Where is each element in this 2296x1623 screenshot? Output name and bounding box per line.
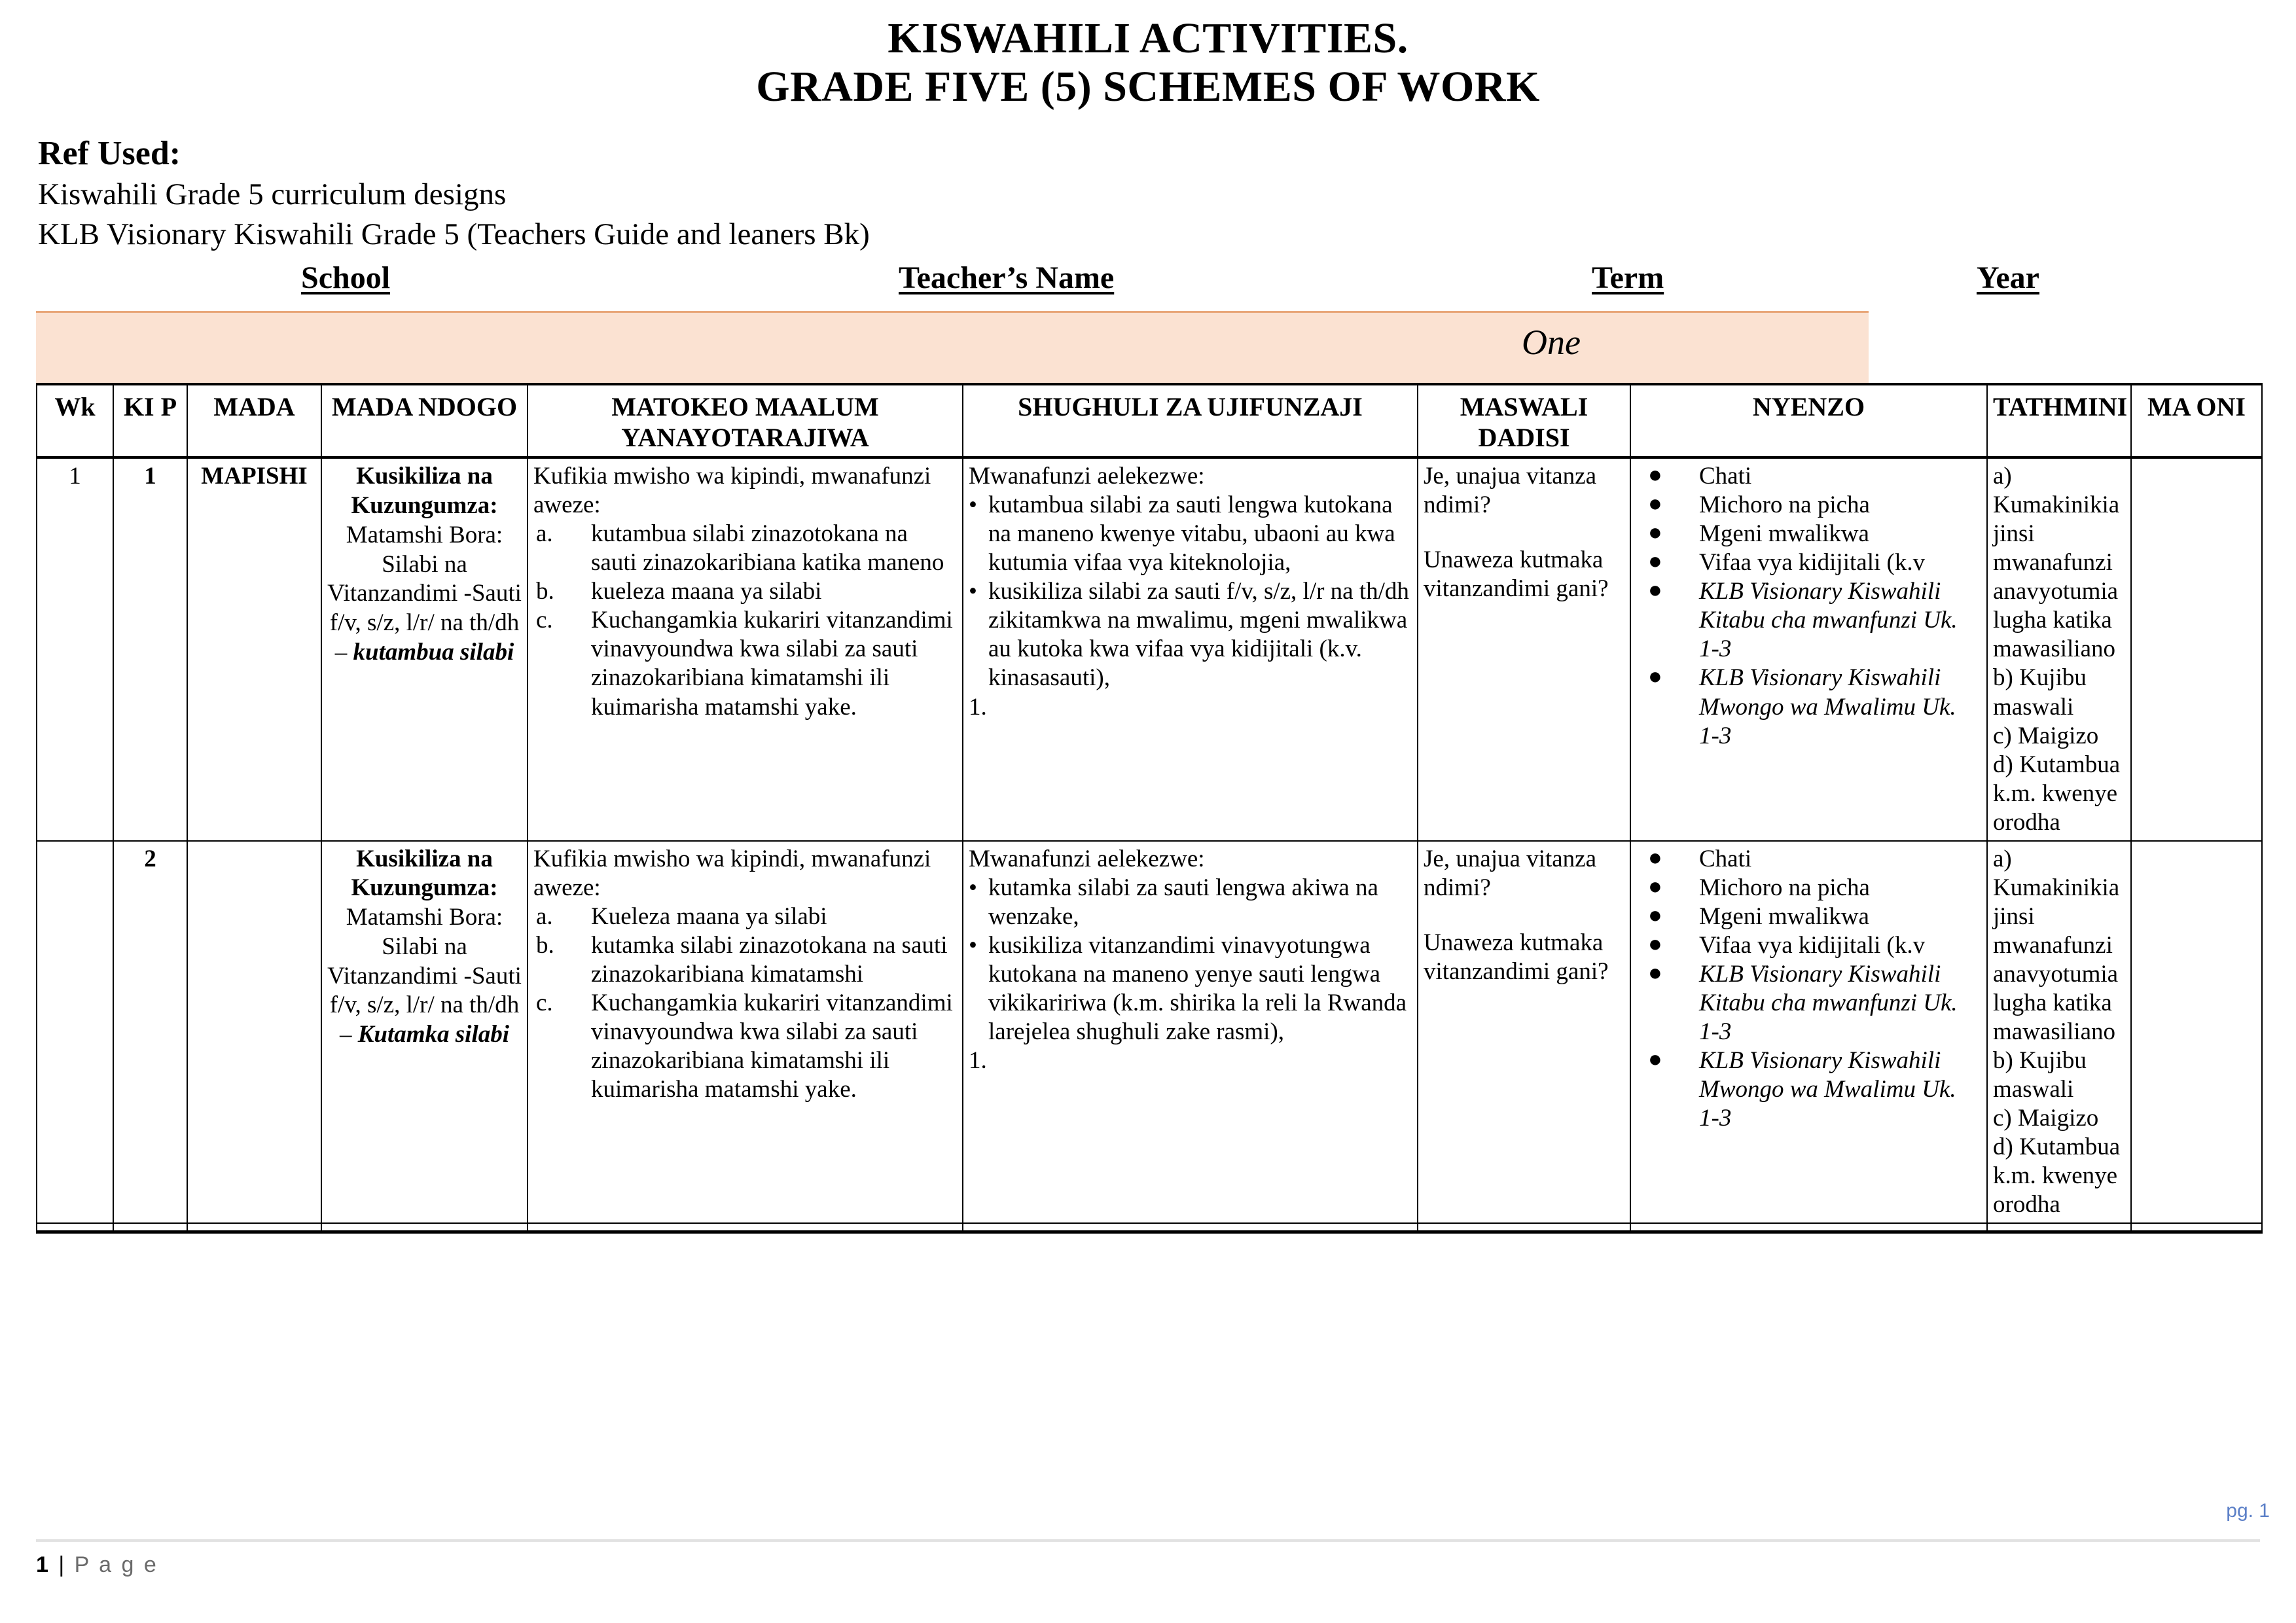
list-item: [1636, 931, 1981, 960]
bullet-icon: ●: [1648, 872, 1662, 899]
term-label: Term: [1592, 260, 1664, 295]
list-marker: b.: [536, 578, 554, 605]
list-item: [969, 491, 1412, 577]
bullet-icon: ●: [1648, 901, 1662, 928]
list-item: [533, 520, 957, 577]
cell-matokeo[interactable]: [528, 1223, 963, 1232]
cell-matokeo[interactable]: [528, 457, 963, 840]
schemes-of-work-table: [36, 383, 2263, 1234]
list-item: [533, 902, 957, 931]
cell-nyenzo[interactable]: [1630, 841, 1987, 1223]
matokeo-lead: Kufikia mwisho wa kipindi, mwanafunzi aweze:: [533, 463, 931, 519]
list-text: Michoro na picha: [1699, 874, 1870, 901]
list-text: Mgeni mwalikwa: [1699, 520, 1869, 548]
bullet-icon: ●: [1648, 1045, 1662, 1072]
col-header-maswali: MASWALI DADISI: [1418, 384, 1630, 457]
list-item: [1636, 491, 1981, 520]
nyenzo-list: [1636, 462, 1981, 750]
ref-line-1: Kiswahili Grade 5 curriculum designs: [38, 177, 507, 211]
cell-mada-ndogo[interactable]: [321, 457, 528, 840]
bullet-icon: ●: [1648, 663, 1662, 690]
cell-mada[interactable]: [187, 841, 321, 1223]
cell-nyenzo[interactable]: [1630, 457, 1987, 840]
bullet-icon: ●: [1648, 959, 1662, 986]
maswali-question: Unaweza kutmaka vitanzandimi gani?: [1424, 546, 1609, 603]
list-item: [1636, 902, 1981, 931]
matokeo-list: [533, 520, 957, 721]
cell-wk[interactable]: 1: [37, 457, 113, 840]
list-item: [1636, 664, 1981, 750]
shughuli-list: [969, 491, 1412, 692]
col-header-matokeo: MATOKEO MAALUM YANAYOTARAJIWA: [528, 384, 963, 457]
document-title: [0, 0, 2296, 111]
table-row: [37, 457, 2262, 840]
list-item: [969, 874, 1412, 931]
cell-kip[interactable]: [113, 1223, 187, 1232]
school-label: School: [301, 260, 391, 295]
footer-page-word: P a g e: [74, 1552, 158, 1577]
col-header-maoni: MA ONI: [2131, 384, 2262, 457]
list-marker: a.: [536, 902, 553, 930]
list-text: Vifaa vya kidijitali (k.v: [1699, 931, 1926, 959]
tathmini-item: c) Maigizo: [1993, 1104, 2099, 1132]
footer-divider: [36, 1539, 2260, 1542]
list-text: Kueleza maana ya silabi: [591, 902, 827, 930]
list-text: KLB Visionary Kiswahili Mwongo wa Mwalimu Uk. 1-3: [1699, 664, 1956, 749]
footer-page-sep: |: [58, 1552, 67, 1577]
matokeo-list: [533, 902, 957, 1104]
cell-mada-ndogo[interactable]: [321, 1223, 528, 1232]
col-header-tathmini: TATHMINI: [1987, 384, 2131, 457]
mada-ndogo-body: Matamshi Bora: Silabi na Vitanzandimi -Sauti f/v, s/z, l/r/ na th/dh –: [327, 904, 522, 1048]
bullet-icon: •: [969, 578, 977, 605]
bullet-icon: •: [969, 931, 977, 959]
list-text: Chati: [1699, 463, 1752, 490]
bullet-icon: ●: [1648, 930, 1662, 957]
list-item: [1636, 520, 1981, 548]
pg-note: pg. 1: [2226, 1500, 2270, 1522]
bullet-icon: •: [969, 874, 977, 901]
list-text: Chati: [1699, 845, 1752, 872]
list-item: [1636, 1046, 1981, 1133]
list-text: Mgeni mwalikwa: [1699, 902, 1869, 930]
list-item: [533, 577, 957, 606]
list-text: kusikiliza silabi za sauti f/v, s/z, l/r na th/dh zikitamkwa na mwalimu, mgeni mwalikwa au kutoka kwa vifaa vya kidijitali (k.v. kinasasauti),: [988, 578, 1409, 692]
cell-shughuli[interactable]: [963, 841, 1418, 1223]
cell-kip[interactable]: 1: [113, 457, 187, 840]
list-item: [533, 606, 957, 721]
list-text: Michoro na picha: [1699, 491, 1870, 519]
list-marker: b.: [536, 931, 554, 959]
maswali-question: Je, unajua vitanza ndimi?: [1424, 463, 1597, 519]
tathmini-item: d) Kutambua k.m. kwenye orodha: [1993, 1133, 2121, 1218]
cell-maoni[interactable]: [2131, 841, 2262, 1223]
list-text: Kuchangamkia kukariri vitanzandimi vinavyoundwa kwa silabi za sauti zinazokaribiana kimatamshi ili kuimarisha matamshi yake.: [591, 989, 953, 1103]
list-text: kutamka silabi zinazotokana na sauti zinazokaribiana kimatamshi: [591, 931, 948, 988]
cell-maswali[interactable]: [1418, 841, 1630, 1223]
cell-wk[interactable]: [37, 841, 113, 1223]
footer-page-number: 1: [36, 1552, 50, 1577]
maswali-question: Je, unajua vitanza ndimi?: [1424, 845, 1597, 901]
tathmini-item: b) Kujibu maswali: [1993, 664, 2087, 721]
cell-matokeo[interactable]: [528, 841, 963, 1223]
cell-shughuli[interactable]: [963, 1223, 1418, 1232]
col-header-wk: Wk: [37, 384, 113, 457]
mada-ndogo-emphasis: kutambua silabi: [353, 638, 514, 666]
list-text: kusikiliza vitanzandimi vinavyotungwa kutokana na maneno yenye sauti lengwa vikikaririwa (k.m. shirika la reli la Rwanda larejelea shughuli zake rasmi),: [988, 931, 1407, 1045]
table-header-row: [37, 384, 2262, 457]
list-text: kutamka silabi za sauti lengwa akiwa na wenzake,: [988, 874, 1378, 930]
cell-mada[interactable]: MAPISHI: [187, 457, 321, 840]
shughuli-tail: 1.: [969, 693, 987, 721]
cell-shughuli[interactable]: [963, 457, 1418, 840]
shughuli-tail: 1.: [969, 1046, 987, 1074]
list-item: [1636, 960, 1981, 1046]
year-label: Year: [1977, 260, 2039, 295]
cell-maswali[interactable]: [1418, 1223, 1630, 1232]
list-text: kutambua silabi za sauti lengwa kutokana na maneno kwenye vitabu, ubaoni au kwa kutumia vifaa vya kiteknolojia,: [988, 491, 1395, 577]
nyenzo-list: [1636, 845, 1981, 1133]
col-header-nyenzo: NYENZO: [1630, 384, 1987, 457]
reference-block: [0, 132, 2296, 255]
ref-line-2: KLB Visionary Kiswahili Grade 5 (Teachers Guide and leaners Bk): [38, 217, 870, 251]
col-header-mada: MADA: [187, 384, 321, 457]
bullet-icon: ●: [1648, 461, 1662, 488]
cell-maswali[interactable]: [1418, 457, 1630, 840]
title-line-1: KISWAHILI ACTIVITIES.: [888, 14, 1408, 62]
list-text: kutambua silabi zinazotokana na sauti zinazokaribiana katika maneno: [591, 520, 944, 577]
shughuli-lead: Mwanafunzi aelekezwe:: [969, 845, 1205, 872]
cell-maoni[interactable]: [2131, 457, 2262, 840]
tathmini-item: d) Kutambua k.m. kwenye orodha: [1993, 751, 2121, 836]
col-header-shughuli: SHUGHULI ZA UJIFUNZAJI: [963, 384, 1418, 457]
list-item: [969, 577, 1412, 692]
title-line-2: GRADE FIVE (5) SCHEMES OF WORK: [756, 62, 1540, 111]
bullet-icon: ●: [1648, 577, 1662, 603]
list-marker: c.: [536, 989, 553, 1016]
list-item: [533, 931, 957, 989]
cell-mada-ndogo[interactable]: [321, 841, 528, 1223]
list-marker: c.: [536, 607, 553, 634]
field-value-banner: [36, 311, 1869, 383]
cell-mada[interactable]: [187, 1223, 321, 1232]
teacher-label: Teacher’s Name: [899, 260, 1115, 295]
list-item: [1636, 845, 1981, 874]
matokeo-lead: Kufikia mwisho wa kipindi, mwanafunzi aweze:: [533, 845, 931, 901]
tathmini-item: a) Kumakinikia jinsi mwanafunzi anavyotumia lugha katika mawasiliano: [1993, 463, 2120, 663]
bullet-icon: ●: [1648, 844, 1662, 870]
table-body: [37, 457, 2262, 1232]
maswali-question: Unaweza kutmaka vitanzandimi gani?: [1424, 929, 1609, 985]
list-item: [533, 989, 957, 1104]
footer-page-indicator: [36, 1552, 158, 1578]
list-item: [1636, 462, 1981, 491]
mada-ndogo-heading: Kusikiliza na Kuzungumza:: [351, 463, 498, 520]
shughuli-list: [969, 874, 1412, 1046]
cell-wk[interactable]: [37, 1223, 113, 1232]
mada-ndogo-heading: Kusikiliza na Kuzungumza:: [351, 845, 498, 902]
field-label-row: [0, 260, 2296, 311]
bullet-icon: ●: [1648, 519, 1662, 546]
list-marker: a.: [536, 520, 553, 548]
bullet-icon: ●: [1648, 548, 1662, 575]
cell-tathmini[interactable]: [1987, 841, 2131, 1223]
list-item: [1636, 577, 1981, 664]
col-header-kip: KI P: [113, 384, 187, 457]
tathmini-item: b) Kujibu maswali: [1993, 1046, 2087, 1103]
list-text: kueleza maana ya silabi: [591, 578, 822, 605]
list-item: [969, 931, 1412, 1046]
list-text: Vifaa vya kidijitali (k.v: [1699, 549, 1926, 577]
list-item: [1636, 548, 1981, 577]
mada-ndogo-body: Matamshi Bora: Silabi na Vitanzandimi -Sauti f/v, s/z, l/r/ na th/dh –: [327, 521, 522, 666]
cell-kip[interactable]: 2: [113, 841, 187, 1223]
list-text: KLB Visionary Kiswahili Mwongo wa Mwalimu Uk. 1-3: [1699, 1046, 1956, 1132]
list-item: [1636, 874, 1981, 902]
cell-tathmini[interactable]: [1987, 1223, 2131, 1232]
tathmini-item: a) Kumakinikia jinsi mwanafunzi anavyotumia lugha katika mawasiliano: [1993, 845, 2120, 1045]
mada-ndogo-emphasis: Kutamka silabi: [357, 1021, 510, 1048]
cell-tathmini[interactable]: [1987, 457, 2131, 840]
col-header-mada-ndogo: MADA NDOGO: [321, 384, 528, 457]
term-value[interactable]: One: [1522, 323, 1581, 362]
table-row: [37, 841, 2262, 1223]
tathmini-item: c) Maigizo: [1993, 722, 2099, 749]
cell-nyenzo[interactable]: [1630, 1223, 1987, 1232]
table-row: [37, 1223, 2262, 1232]
shughuli-lead: Mwanafunzi aelekezwe:: [969, 463, 1205, 490]
cell-maoni[interactable]: [2131, 1223, 2262, 1232]
list-text: KLB Visionary Kiswahili Kitabu cha mwanfunzi Uk. 1-3: [1699, 960, 1958, 1045]
list-text: KLB Visionary Kiswahili Kitabu cha mwanfunzi Uk. 1-3: [1699, 578, 1958, 663]
list-text: Kuchangamkia kukariri vitanzandimi vinavyoundwa kwa silabi za sauti zinazokaribiana kimatamshi ili kuimarisha matamshi yake.: [591, 607, 953, 721]
ref-heading: Ref Used:: [38, 134, 181, 172]
bullet-icon: ●: [1648, 490, 1662, 517]
bullet-icon: •: [969, 491, 977, 519]
banner-divider: [1397, 313, 1399, 383]
